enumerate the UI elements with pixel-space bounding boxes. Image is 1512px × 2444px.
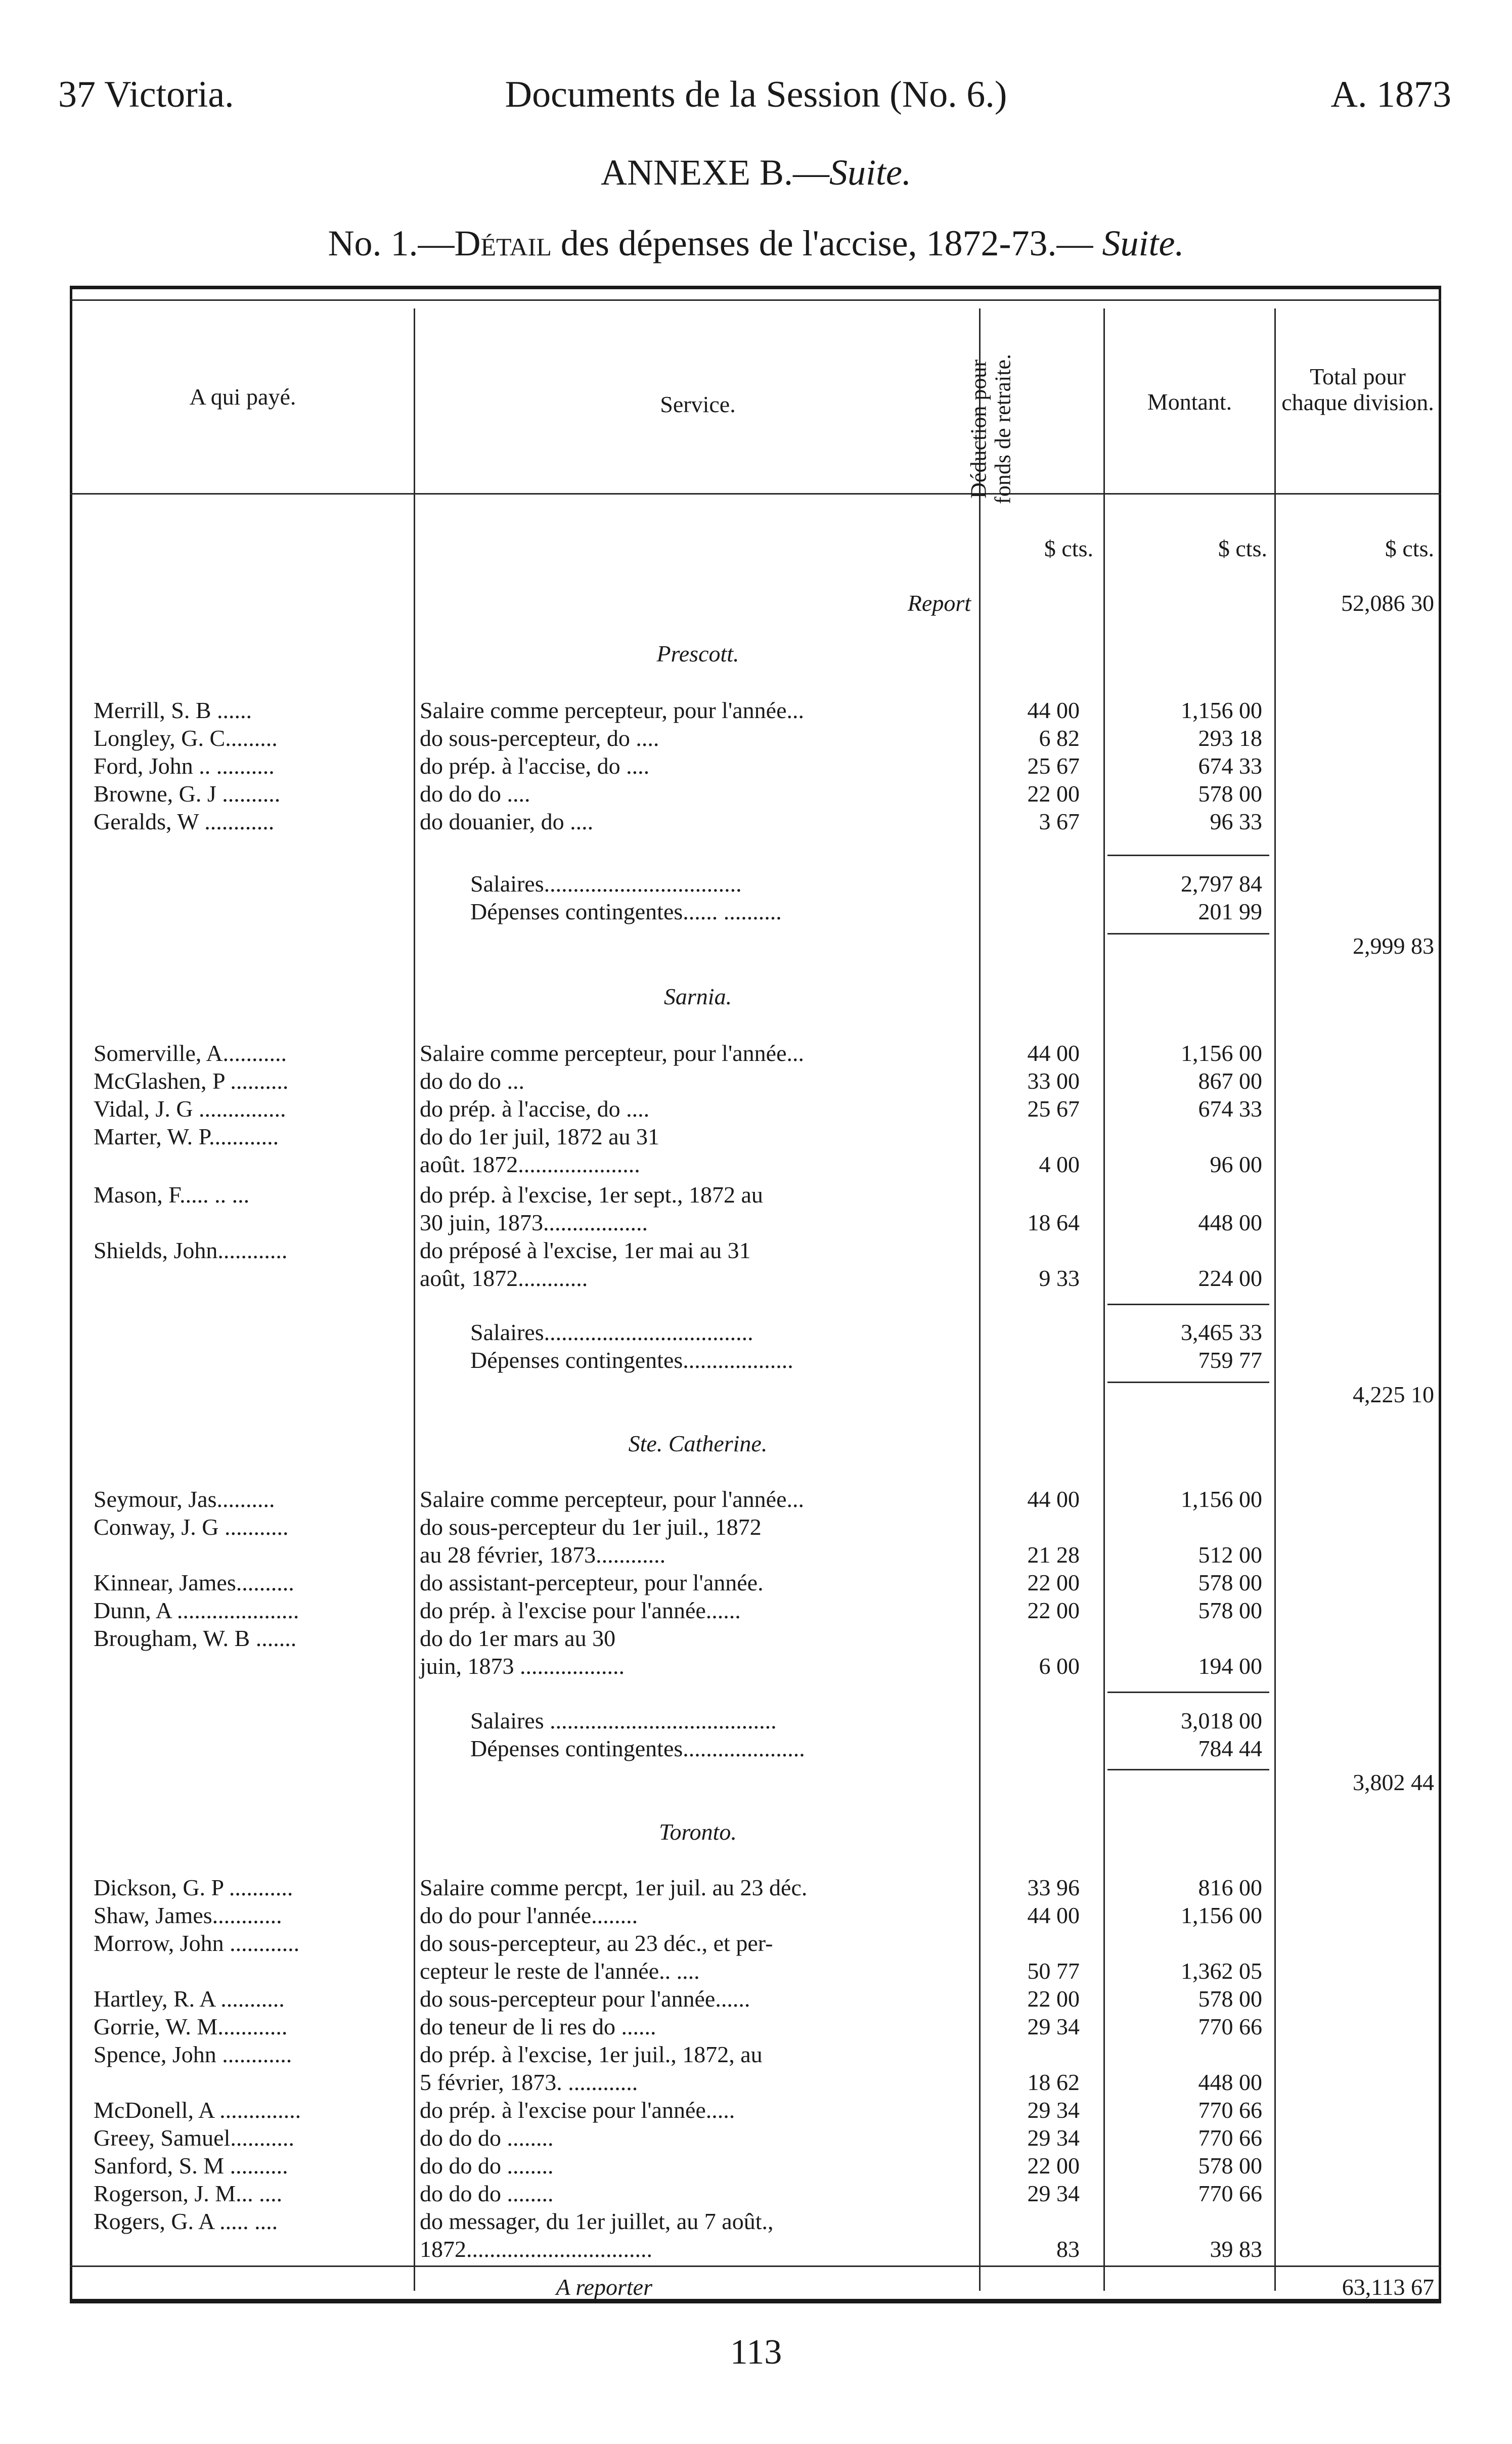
- salaires-value: 3,018 00: [1181, 1708, 1262, 1734]
- table-row: Rogers, G. A ..... ....: [94, 2208, 278, 2234]
- amount-cell: 1,156 00: [1181, 1040, 1262, 1066]
- deduction-cell: 33 00: [1027, 1068, 1080, 1094]
- service-cell: juin, 1873 ..................: [420, 1653, 625, 1679]
- service-cell: do sous-percepteur du 1er juil., 1872: [420, 1514, 762, 1540]
- table-row: Geralds, W ............: [94, 809, 275, 834]
- col-header-payee: A qui payé.: [189, 384, 296, 410]
- section-title-sarnia: Sarnia.: [663, 984, 732, 1009]
- amount-cell: 194 00: [1198, 1653, 1262, 1679]
- deduction-cell: 6 00: [1039, 1653, 1080, 1679]
- table-row: Shields, John............: [94, 1237, 288, 1263]
- top-double-rule: [70, 299, 1441, 301]
- table-row: McDonell, A ..............: [94, 2097, 301, 2123]
- section-title-toronto: Toronto.: [659, 1819, 737, 1845]
- service-cell: do préposé à l'excise, 1er mai au 31: [420, 1237, 751, 1263]
- service-cell: do teneur de li res do ......: [420, 2014, 656, 2039]
- deduction-cell: 9 33: [1039, 1265, 1080, 1291]
- service-cell: do prép. à l'excise, 1er juil., 1872, au: [420, 2041, 763, 2067]
- subtotal-rule: [1107, 1304, 1269, 1305]
- service-cell: do do do ...: [420, 1068, 524, 1094]
- service-cell: Salaire comme percepteur, pour l'année...: [420, 1486, 804, 1512]
- deduction-cell: 3 67: [1039, 809, 1080, 834]
- contingentes-label: Dépenses contingentes...... ..........: [470, 899, 782, 924]
- unit-total: $ cts.: [1385, 536, 1434, 561]
- deduction-cell: 4 00: [1039, 1151, 1080, 1177]
- table-row: Sanford, S. M ..........: [94, 2153, 288, 2179]
- service-cell: do sous-percepteur, au 23 déc., et per-: [420, 1930, 773, 1956]
- bottom-rule: [70, 2265, 1441, 2267]
- deduction-cell: 21 28: [1027, 1542, 1080, 1568]
- col-header-service: Service.: [660, 391, 736, 417]
- table-row: Mason, F..... .. ...: [94, 1182, 250, 1208]
- service-cell: do prép. à l'accise, do ....: [420, 753, 650, 779]
- service-cell: 5 février, 1873. ............: [420, 2069, 638, 2095]
- contingentes-value: 784 44: [1198, 1736, 1262, 1761]
- table-row: Shaw, James............: [94, 1902, 282, 1928]
- amount-cell: 770 66: [1198, 2125, 1262, 2151]
- service-cell: do prép. à l'excise pour l'année......: [420, 1597, 741, 1623]
- service-cell: 30 juin, 1873..................: [420, 1210, 648, 1235]
- contingentes-value: 759 77: [1198, 1347, 1262, 1373]
- service-cell: do do do ....: [420, 781, 530, 807]
- subtotal-rule: [1107, 1769, 1269, 1770]
- amount-cell: 224 00: [1198, 1265, 1262, 1291]
- table-row: Vidal, J. G ...............: [94, 1096, 286, 1122]
- table-row: Spence, John ............: [94, 2041, 292, 2067]
- deduction-cell: 18 62: [1027, 2069, 1080, 2095]
- table-row: Dunn, A .....................: [94, 1597, 299, 1623]
- deduction-cell: 83: [1056, 2236, 1080, 2262]
- deduction-cell: 29 34: [1027, 2125, 1080, 2151]
- table-row: Greey, Samuel...........: [94, 2125, 294, 2151]
- col-sep-4: [1274, 308, 1276, 2291]
- amount-cell: 770 66: [1198, 2014, 1262, 2039]
- service-cell: août, 1872............: [420, 1265, 588, 1291]
- service-cell: Salaire comme percepteur, pour l'année...: [420, 1040, 804, 1066]
- table-row: Somerville, A...........: [94, 1040, 287, 1066]
- col-sep-1: [414, 308, 415, 2291]
- deduction-cell: 22 00: [1027, 1986, 1080, 2012]
- service-cell: do prép. à l'excise pour l'année.....: [420, 2097, 735, 2123]
- header-year: A. 1873: [1330, 74, 1451, 115]
- service-cell: do messager, du 1er juillet, au 7 août.,: [420, 2208, 774, 2234]
- amount-cell: 578 00: [1198, 1597, 1262, 1623]
- annex-title: ANNEXE B.—Suite.: [601, 152, 911, 193]
- amount-cell: 96 00: [1210, 1151, 1262, 1177]
- table-row: Rogerson, J. M... ....: [94, 2181, 283, 2206]
- deduction-cell: 33 96: [1027, 1875, 1080, 1900]
- amount-cell: 770 66: [1198, 2097, 1262, 2123]
- amount-cell: 674 33: [1198, 1096, 1262, 1122]
- header-volume: 37 Victoria.: [58, 74, 234, 115]
- table-row: Hartley, R. A ...........: [94, 1986, 285, 2012]
- table-row: Conway, J. G ...........: [94, 1514, 289, 1540]
- amount-cell: 867 00: [1198, 1068, 1262, 1094]
- table-row: Ford, John .. ..........: [94, 753, 275, 779]
- deduction-cell: 6 82: [1039, 725, 1080, 751]
- table-row: Kinnear, James..........: [94, 1570, 294, 1595]
- service-cell: do prép. à l'excise, 1er sept., 1872 au: [420, 1182, 763, 1208]
- deduction-cell: 25 67: [1027, 1096, 1080, 1122]
- amount-cell: 770 66: [1198, 2181, 1262, 2206]
- deduction-cell: 22 00: [1027, 2153, 1080, 2179]
- amount-cell: 816 00: [1198, 1875, 1262, 1900]
- service-cell: do do do ........: [420, 2181, 554, 2206]
- contingentes-label: Dépenses contingentes...................: [470, 1347, 793, 1373]
- section-total-prescott: 2,999 83: [1353, 933, 1434, 959]
- service-cell: 1872................................: [420, 2236, 652, 2262]
- salaires-value: 2,797 84: [1181, 871, 1262, 897]
- amount-cell: 512 00: [1198, 1542, 1262, 1568]
- amount-cell: 578 00: [1198, 1986, 1262, 2012]
- report-total: 52,086 30: [1341, 590, 1434, 616]
- deduction-cell: 44 00: [1027, 697, 1080, 723]
- service-cell: do douanier, do ....: [420, 809, 594, 834]
- deduction-cell: 50 77: [1027, 1958, 1080, 1984]
- deduction-cell: 44 00: [1027, 1486, 1080, 1512]
- service-cell: do sous-percepteur pour l'année......: [420, 1986, 750, 2012]
- deduction-cell: 22 00: [1027, 1597, 1080, 1623]
- subtotal-rule: [1107, 1692, 1269, 1693]
- service-cell: do do do ........: [420, 2125, 554, 2151]
- amount-cell: 448 00: [1198, 2069, 1262, 2095]
- table-row: McGlashen, P ..........: [94, 1068, 289, 1094]
- section-title-prescott: Prescott.: [656, 641, 739, 666]
- salaires-label: Salaires..................................: [470, 871, 742, 897]
- col-header-amount: Montant.: [1147, 389, 1232, 415]
- salaires-value: 3,465 33: [1181, 1319, 1262, 1345]
- salaires-label: Salaires....................................: [470, 1319, 753, 1345]
- section-total-ste-catherine: 3,802 44: [1353, 1769, 1434, 1795]
- service-cell: do assistant-percepteur, pour l'année.: [420, 1570, 764, 1595]
- service-cell: do do do ........: [420, 2153, 554, 2179]
- deduction-cell: 29 34: [1027, 2181, 1080, 2206]
- deduction-cell: 18 64: [1027, 1210, 1080, 1235]
- table-row: Browne, G. J ..........: [94, 781, 281, 807]
- deduction-cell: 29 34: [1027, 2097, 1080, 2123]
- unit-amount: $ cts.: [1218, 536, 1267, 561]
- table-row: Brougham, W. B .......: [94, 1625, 297, 1651]
- unit-deduction: $ cts.: [1044, 536, 1093, 561]
- col-header-total: Total pour chaque division.: [1281, 364, 1434, 415]
- deduction-cell: 44 00: [1027, 1040, 1080, 1066]
- report-label: Report: [907, 590, 971, 616]
- amount-cell: 1,156 00: [1181, 1486, 1262, 1512]
- salaires-label: Salaires .......................................: [470, 1708, 777, 1734]
- subtotal-rule: [1107, 855, 1269, 856]
- amount-cell: 293 18: [1198, 725, 1262, 751]
- amount-cell: 578 00: [1198, 2153, 1262, 2179]
- table-title: No. 1.—Détail des dépenses de l'accise, 1872-73.— Suite.: [328, 223, 1184, 263]
- amount-cell: 578 00: [1198, 1570, 1262, 1595]
- section-title-ste-catherine: Ste. Catherine.: [628, 1431, 768, 1456]
- table-row: Gorrie, W. M............: [94, 2014, 288, 2039]
- subtotal-rule: [1107, 1382, 1269, 1383]
- col-sep-3: [1103, 308, 1105, 2291]
- amount-cell: 1,156 00: [1181, 1902, 1262, 1928]
- service-cell: août. 1872.....................: [420, 1151, 640, 1177]
- deduction-cell: 25 67: [1027, 753, 1080, 779]
- section-total-sarnia: 4,225 10: [1353, 1382, 1434, 1407]
- table-row: Morrow, John ............: [94, 1930, 300, 1956]
- contingentes-label: Dépenses contingentes.....................: [470, 1736, 805, 1761]
- table-row: Dickson, G. P ...........: [94, 1875, 293, 1900]
- deduction-cell: 44 00: [1027, 1902, 1080, 1928]
- amount-cell: 674 33: [1198, 753, 1262, 779]
- service-cell: cepteur le reste de l'année.. ....: [420, 1958, 700, 1984]
- amount-cell: 1,156 00: [1181, 697, 1262, 723]
- service-cell: Salaire comme percepteur, pour l'année...: [420, 697, 804, 723]
- header-documents: Documents de la Session (No. 6.): [505, 74, 1007, 115]
- amount-cell: 39 83: [1210, 2236, 1262, 2262]
- subtotal-rule: [1107, 933, 1269, 935]
- table-row: Merrill, S. B ......: [94, 697, 252, 723]
- deduction-cell: 22 00: [1027, 1570, 1080, 1595]
- deduction-cell: 29 34: [1027, 2014, 1080, 2039]
- contingentes-value: 201 99: [1198, 899, 1262, 924]
- col-header-deduction: Déduction pour fonds de retraite.: [966, 353, 1015, 504]
- table-row: Marter, W. P............: [94, 1124, 279, 1149]
- service-cell: do prép. à l'accise, do ....: [420, 1096, 650, 1122]
- deduction-cell: 22 00: [1027, 781, 1080, 807]
- amount-cell: 578 00: [1198, 781, 1262, 807]
- page-number: 113: [730, 2333, 782, 2372]
- service-cell: do do 1er mars au 30: [420, 1625, 616, 1651]
- amount-cell: 1,362 05: [1181, 1958, 1262, 1984]
- service-cell: do sous-percepteur, do ....: [420, 725, 659, 751]
- service-cell: do do pour l'année........: [420, 1902, 638, 1928]
- reporter-total: 63,113 67: [1342, 2274, 1434, 2300]
- amount-cell: 448 00: [1198, 1210, 1262, 1235]
- service-cell: do do 1er juil, 1872 au 31: [420, 1124, 659, 1149]
- header-rule: [70, 493, 1441, 495]
- service-cell: au 28 février, 1873............: [420, 1542, 666, 1568]
- amount-cell: 96 33: [1210, 809, 1262, 834]
- service-cell: Salaire comme percpt, 1er juil. au 23 déc.: [420, 1875, 808, 1900]
- reporter-label: A reporter: [556, 2274, 652, 2300]
- table-row: Longley, G. C.........: [94, 725, 278, 751]
- table-row: Seymour, Jas..........: [94, 1486, 275, 1512]
- col-sep-2: [979, 308, 981, 2291]
